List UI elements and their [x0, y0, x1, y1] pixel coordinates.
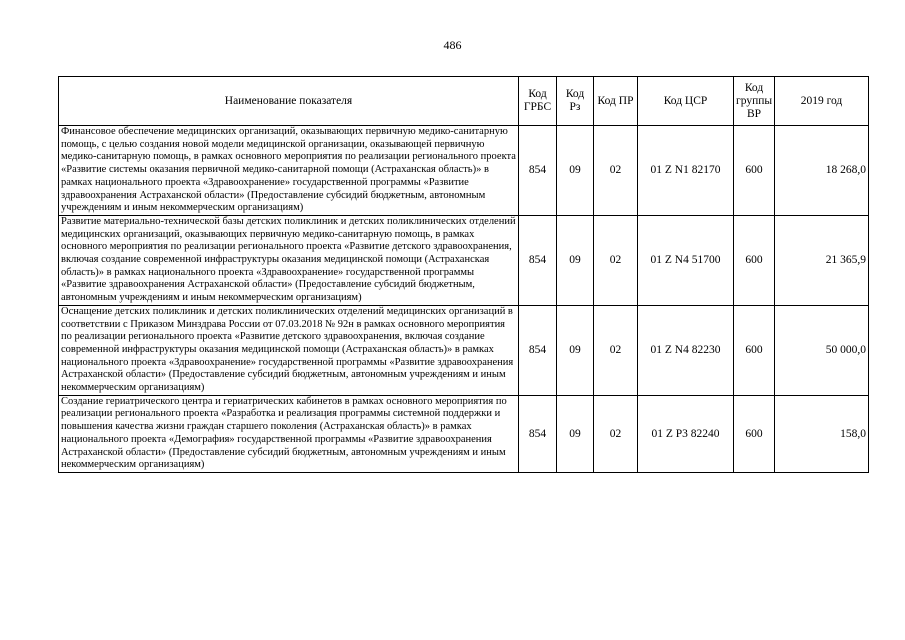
row-name: Оснащение детских поликлиник и детских поликлинических отделений медицинских организаций в соответствии с Приказом Минздрава России от 07.03.2018 № 92н в рамках основного мероприятия по реализации регионального проекта «Развитие детского здравоохранения, включая создание современной инфраструктуры оказания медицинской помощи (Астраханская область)» в рамках национального проекта «Здравоохранение» государственной программы «Развитие здравоохранения Астраханской области» (Предоставление субсидий бюджетным, автономным учреждениям и иным некоммерческим организациям) [59, 305, 519, 395]
row-rz: 09 [557, 395, 594, 472]
row-pr: 02 [594, 305, 638, 395]
row-csr: 01 Z P3 82240 [638, 395, 734, 472]
header-rz: Код Рз [557, 77, 594, 126]
header-vr: Код группы ВР [734, 77, 775, 126]
row-csr: 01 Z N1 82170 [638, 126, 734, 216]
row-pr: 02 [594, 395, 638, 472]
row-amount: 18 268,0 [775, 126, 869, 216]
row-name: Развитие материально-технической базы детских поликлиник и детских поликлинических отделений медицинских организаций, оказывающих первичную медико-санитарную помощь, в рамках основного мероприятия по реализации регионального проекта «Развитие детского здравоохранения, включая создание современной инфраструктуры оказания медицинской помощи (Астраханская область)» в рамках национального проекта «Здравоохранение» государственной программы «Развитие здравоохранения Астраханской области» (Предоставление субсидий бюджетным, автономным учреждениям и иным некоммерческим организациям) [59, 215, 519, 305]
table-row [59, 215, 869, 305]
row-vr: 600 [734, 395, 775, 472]
row-grbs: 854 [519, 395, 557, 472]
table-row [59, 126, 869, 216]
row-csr: 01 Z N4 82230 [638, 305, 734, 395]
row-rz: 09 [557, 126, 594, 216]
row-vr: 600 [734, 305, 775, 395]
row-pr: 02 [594, 215, 638, 305]
row-pr: 02 [594, 126, 638, 216]
row-vr: 600 [734, 126, 775, 216]
row-rz: 09 [557, 215, 594, 305]
row-grbs: 854 [519, 305, 557, 395]
header-name: Наименование показателя [59, 77, 519, 126]
page-number: 486 [443, 38, 462, 52]
row-vr: 600 [734, 215, 775, 305]
row-amount: 158,0 [775, 395, 869, 472]
row-csr: 01 Z N4 51700 [638, 215, 734, 305]
row-amount: 21 365,9 [775, 215, 869, 305]
row-name: Создание гериатрического центра и гериатрических кабинетов в рамках основного мероприятия по реализации регионального проекта «Разработка и реализация программы системной поддержки и повышения качества жизни граждан старшего поколения (Астраханская область)» в рамках национального проекта «Демография» государственной программы «Развитие здравоохранения Астраханской области» (Предоставление субсидий бюджетным, автономным учреждениям и иным некоммерческим организациям) [59, 395, 519, 472]
header-pr: Код ПР [594, 77, 638, 126]
row-grbs: 854 [519, 215, 557, 305]
budget-table [58, 76, 869, 473]
row-amount: 50 000,0 [775, 305, 869, 395]
table-header-row [59, 77, 869, 126]
header-year: 2019 год [775, 77, 869, 126]
table-row [59, 395, 869, 472]
row-rz: 09 [557, 305, 594, 395]
row-grbs: 854 [519, 126, 557, 216]
row-name: Финансовое обеспечение медицинских организаций, оказывающих первичную медико-санитарную помощь, с целью создания новой модели медицинской организации, оказывающей первичную медико-санитарную помощь, в рамках основного мероприятия по реализации регионального проекта «Развитие системы оказания первичной медико-санитарной помощи (Астраханская область)» в рамках национального проекта «Здравоохранение» государственной программы «Развитие здравоохранения Астраханской области» (Предоставление субсидий бюджетным, автономным учреждениям и иным некоммерческим организациям) [59, 126, 519, 216]
header-grbs: Код ГРБС [519, 77, 557, 126]
header-csr: Код ЦСР [638, 77, 734, 126]
table-row [59, 305, 869, 395]
